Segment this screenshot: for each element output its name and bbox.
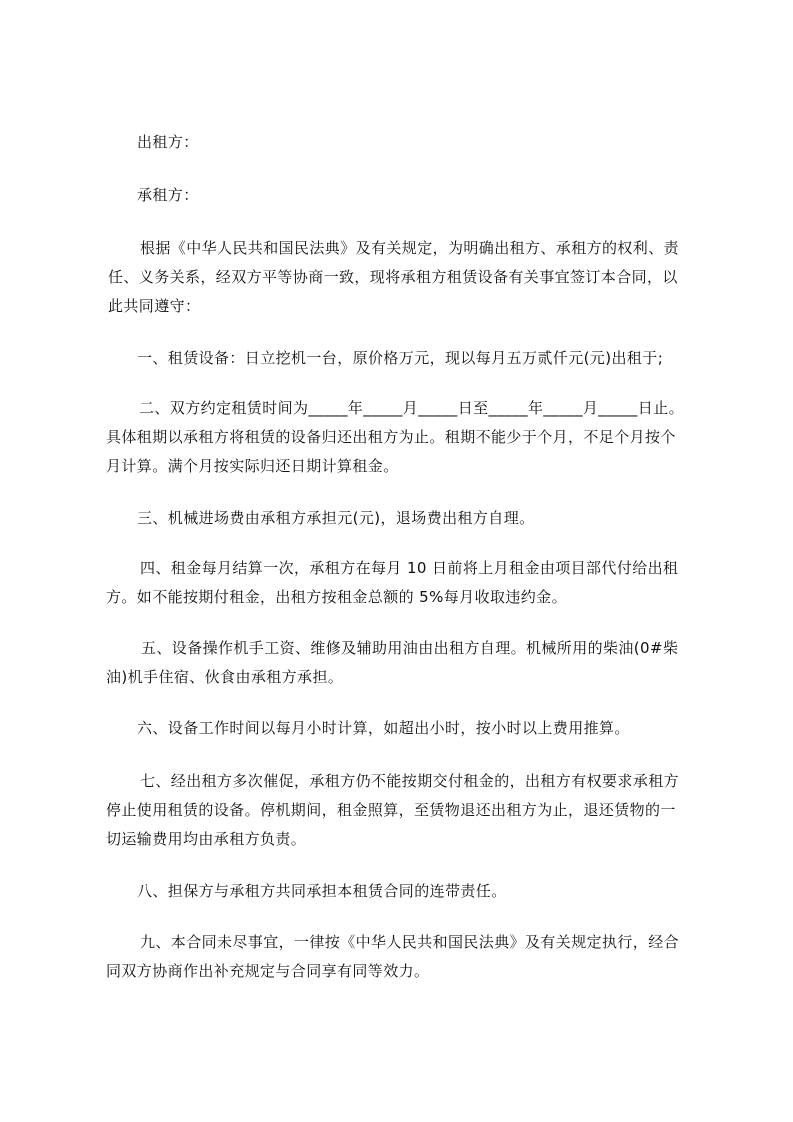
- clause-4-line-2: 方。如不能按期付租金，出租方按租金总额的 5%每月收取违约金。: [106, 588, 567, 606]
- clause-2-line-1: 二、双方约定租赁时间为_____年_____月_____日至_____年_____月_____日止。: [139, 399, 685, 417]
- clause-5-line-2: 油)机手住宿、伙食由承租方承担。: [106, 668, 344, 686]
- preamble-line-2: 任、义务关系，经双方平等协商一致，现将承租方租赁设备有关事宜签订本合同，以: [108, 268, 678, 286]
- clause-7-line-3: 切运输费用均由承租方负责。: [106, 830, 307, 848]
- clause-4-line-1: 四、租金每月结算一次，承租方在每月 10 日前将上月租金由项目部代付给出租: [140, 559, 679, 577]
- lessor-label: 出租方：: [137, 133, 199, 151]
- lessee-label: 承租方：: [137, 186, 199, 204]
- clause-9-line-2: 同双方协商作出补充规定与合同享有同等效力。: [106, 962, 430, 980]
- clause-7-line-2: 停止使用租赁的设备。停机期间，租金照算，至赁物退还出租方为止，退还赁物的一: [106, 801, 676, 819]
- clause-5-line-1: 五、设备操作机手工资、维修及辅助用油由出租方自理。机械所用的柴油(0#柴: [141, 639, 679, 657]
- clause-2-line-3: 月计算。满个月按实际归还日期计算租金。: [106, 457, 399, 475]
- clause-6-line-1: 六、设备工作时间以每月小时计算，如超出小时，按小时以上费用推算。: [137, 719, 630, 737]
- clause-9-line-1: 九、本合同未尽事宜，一律按《中华人民共和国民法典》及有关规定执行，经合: [140, 933, 680, 951]
- clause-1-line-1: 一、租赁设备：日立挖机一台，原价格万元，现以每月五万贰仟元(元)出租于;: [137, 349, 664, 367]
- clause-2-line-2: 具体租期以承租方将租赁的设备归还出租方为止。租期不能少于个月，不足个月按个: [106, 428, 676, 446]
- preamble-line-3: 此共同遵守：: [108, 297, 201, 315]
- preamble-line-1: 根据《中华人民共和国民法典》及有关规定，为明确出租方、承租方的权利、责: [140, 239, 680, 257]
- clause-3-line-1: 三、机械进场费由承租方承担元(元)，退场费出租方自理。: [137, 509, 535, 527]
- clause-7-line-1: 七、经出租方多次催促，承租方仍不能按期交付租金的，出租方有权要求承租方: [140, 772, 680, 790]
- clause-8-line-1: 八、担保方与承租方共同承担本租赁合同的连带责任。: [137, 882, 507, 900]
